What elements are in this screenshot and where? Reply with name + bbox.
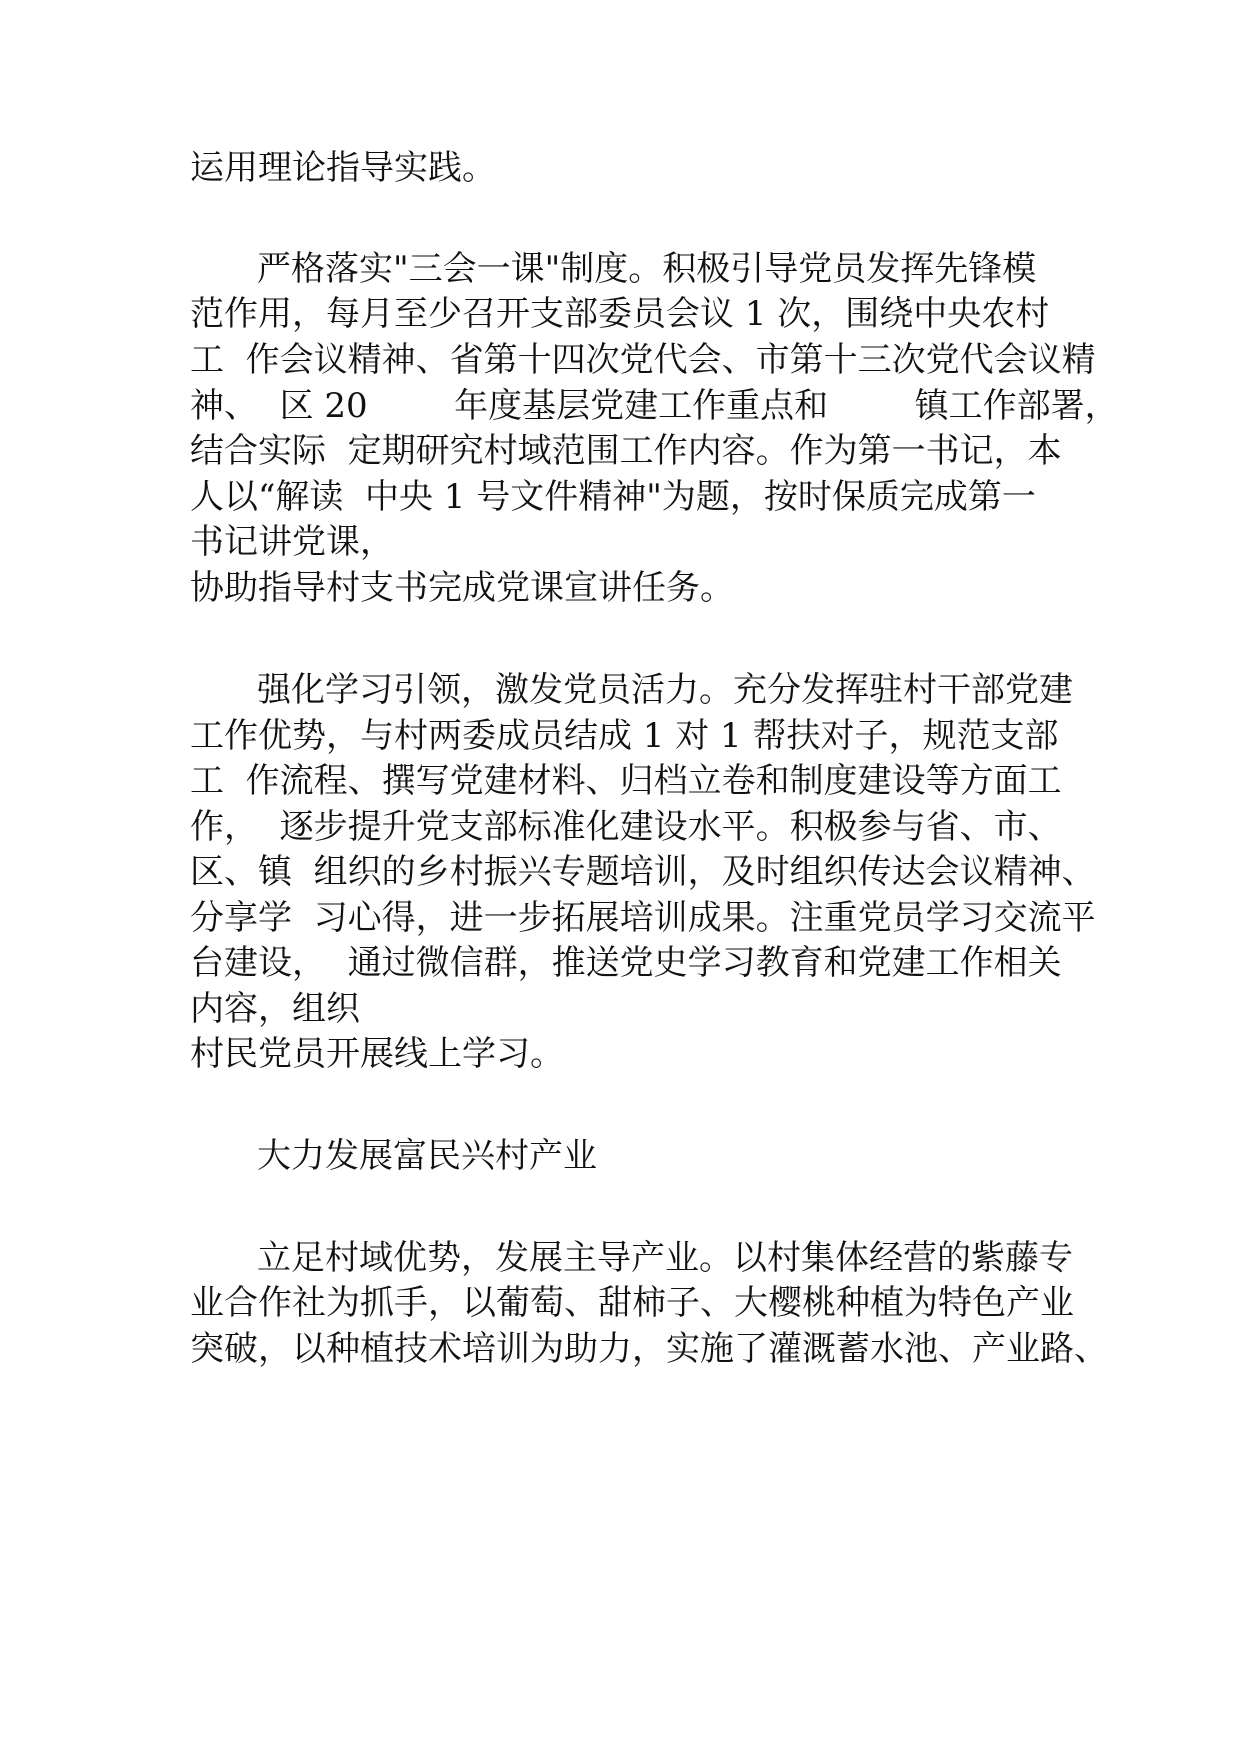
text-line: 区、镇 组织的乡村振兴专题培训，及时组织传达会议精神、 <box>190 852 1096 892</box>
text-line: 作， 逐步提升党支部标准化建设水平。积极参与省、市、 <box>190 807 1062 847</box>
text-line: 神、 区 20 年度基层党建工作重点和 镇工作部署， <box>190 386 1119 426</box>
text-line: 结合实际 定期研究村域范围工作内容。作为第一书记，本 <box>190 431 1062 471</box>
text-line: 突破，以种植技术培训为助力，实施了灌溉蓄水池、产业路、 <box>190 1329 1108 1369</box>
text-line: 运用理论指导实践。 <box>190 148 496 188</box>
text-line: 工 作会议精神、省第十四次党代会、市第十三次党代会议精 <box>190 340 1096 380</box>
text-line: 强化学习引领，激发党员活力。充分发挥驻村干部党建 <box>257 670 1073 710</box>
text-line: 业合作社为抓手，以葡萄、甜柿子、大樱桃种植为特色产业 <box>190 1283 1074 1323</box>
text-line: 范作用，每月至少召开支部委员会议 1 次，围绕中央农村 <box>190 294 1050 334</box>
text-line: 村民党员开展线上学习。 <box>190 1034 564 1074</box>
section-heading: 大力发展富民兴村产业 <box>257 1136 597 1176</box>
text-line: 人以“解读 中央 1 号文件精神"为题，按时保质完成第一 <box>190 477 1036 517</box>
text-line: 工 作流程、撰写党建材料、归档立卷和制度建设等方面工 <box>190 761 1062 801</box>
text-line: 书记讲党课， <box>190 522 394 562</box>
text-line: 内容，组织 <box>190 989 360 1029</box>
text-line: 台建设， 通过微信群，推送党史学习教育和党建工作相关 <box>190 943 1062 983</box>
text-line: 立足村域优势，发展主导产业。以村集体经营的紫藤专 <box>257 1238 1073 1278</box>
text-line: 协助指导村支书完成党课宣讲任务。 <box>190 568 734 608</box>
text-line: 工作优势，与村两委成员结成 1 对 1 帮扶对子，规范支部 <box>190 716 1059 756</box>
text-line: 严格落实"三会一课"制度。积极引导党员发挥先锋模 <box>257 249 1037 289</box>
text-line: 分享学 习心得，进一步拓展培训成果。注重党员学习交流平 <box>190 898 1096 938</box>
